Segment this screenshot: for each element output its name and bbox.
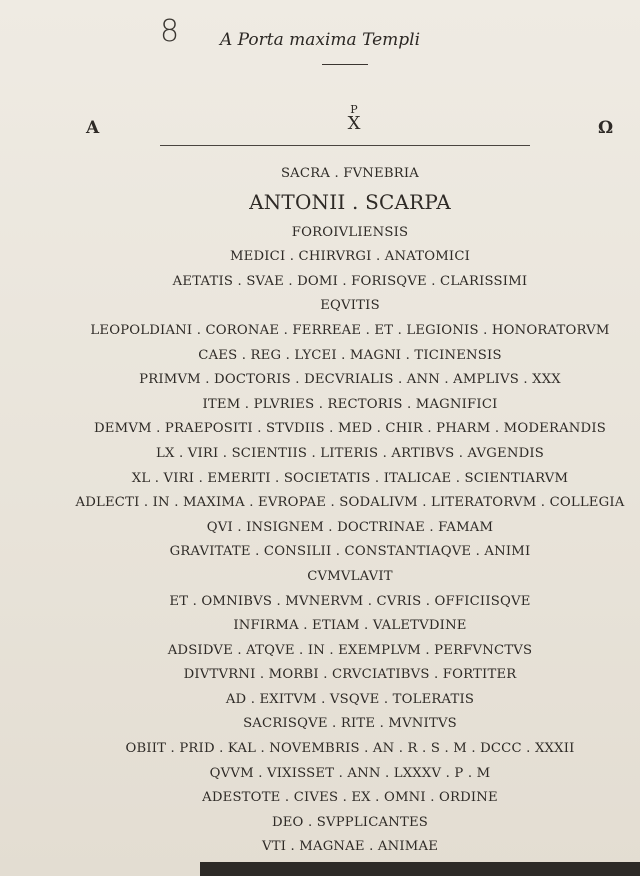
inscription-line: SACRA . FVNEBRIA [280, 166, 420, 181]
inscription-line: INFIRMA . ETIAM . VALETVDINE [233, 618, 467, 634]
inscription-line: FOROIVLIENSIS [291, 224, 409, 240]
inscription-line: DEO . SVPPLICANTES [271, 814, 429, 830]
chi-letter: X [347, 113, 361, 134]
inscription-line: MEDICI . CHIRVRGI . ANATOMICI [229, 249, 471, 265]
inscription-line: CVMVLAVIT [307, 568, 393, 584]
chi-rho-icon [340, 104, 368, 133]
inscription-line: GRAVITATE . CONSILII . CONSTANTIAQVE . ANIMI [169, 544, 531, 560]
inscription-line: XL . VIRI . EMERITI . SOCIETATIS . ITALICAE . SCIENTIARVM [131, 470, 569, 486]
bleed-through-text [440, 78, 620, 148]
page-header: A Porta maxima Templi [219, 30, 421, 50]
inscription-line: DEMVM . PRAEPOSITI . STVDIIS . MED . CHIR . PHARM . MODERANDIS [94, 421, 606, 437]
inscription-line: QVI . INSIGNEM . DOCTRINAE . FAMAM [206, 519, 494, 535]
inscription-line: AD . EXITVM . VSQVE . TOLERATIS [225, 691, 475, 707]
inscription-text [70, 162, 630, 860]
inscription-line: VTI . MAGNAE . ANIMAE [261, 839, 439, 855]
page-number: 8 [160, 14, 180, 49]
inscription-line: ET . OMNIBVS . MVNERVM . CVRIS . OFFICIISQVE [169, 593, 531, 609]
inscription-line: ADSIDVE . ATQVE . IN . EXEMPLVM . PERFVNCTVS [167, 642, 533, 658]
inscription-line: ADESTOTE . CIVES . EX . OMNI . ORDINE [202, 790, 498, 806]
header-rule [322, 64, 368, 65]
inscription-line: DIVTVRNI . MORBI . CRVCIATIBVS . FORTITER [183, 667, 517, 683]
omega-symbol: Ω [598, 118, 614, 138]
inscription-line: ITEM . PLVRIES . RECTORIS . MAGNIFICI [202, 396, 498, 412]
inscription-line: CAES . REG . LYCEI . MAGNI . TICINENSIS [198, 347, 502, 363]
inscription-line: PRIMVM . DOCTORIS . DECVRIALIS . ANN . AMPLIVS . XXX [139, 372, 561, 388]
inscription-line: ANTONII . SCARPA [249, 189, 451, 214]
inscription-line: ADLECTI . IN . MAXIMA . EVROPAE . SODALIVM . LITERATORVM . COLLEGIA [75, 495, 625, 511]
inscription-line: LEOPOLDIANI . CORONAE . FERREAE . ET . LEGIONIS . HONORATORVM [90, 322, 610, 338]
inscription-line: AETATIS . SVAE . DOMI . FORISQVE . CLARISSIMI [172, 273, 528, 289]
inscription-line: LX . VIRI . SCIENTIIS . LITERIS . ARTIBVS . AVGENDIS [156, 445, 544, 461]
rho-letter: P [350, 103, 358, 116]
inscription-line: QVVM . VIXISSET . ANN . LXXXV . P . M [209, 765, 491, 781]
inscription-line: EQVITIS [320, 298, 380, 314]
inscription-line: SACRISQVE . RITE . MVNITVS [243, 716, 457, 732]
inscription-line: OBIIT . PRID . KAL . NOVEMBRIS . AN . R . S . M . DCCC . XXXII [125, 741, 575, 757]
section-divider [160, 145, 530, 146]
scan-edge [200, 862, 640, 876]
alpha-symbol: A [86, 118, 100, 138]
